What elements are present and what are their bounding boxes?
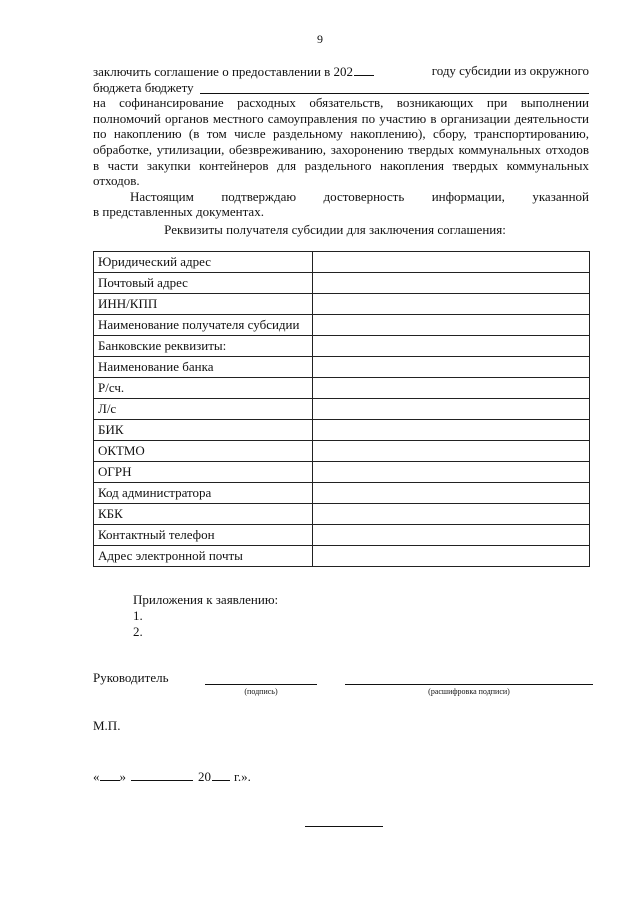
table-row: [94, 336, 590, 357]
year-prefix: 20: [198, 769, 211, 784]
signature-decode-line[interactable]: [345, 684, 593, 685]
table-row: [94, 525, 590, 546]
year-blank[interactable]: [212, 768, 230, 781]
row-value[interactable]: [313, 378, 590, 399]
row-label: Л/с: [94, 399, 313, 420]
row-label: КБК: [94, 504, 313, 525]
confirm-word: информации,: [431, 188, 505, 204]
requisites-table: [93, 251, 590, 567]
row-value[interactable]: [313, 399, 590, 420]
page-number: 9: [317, 32, 323, 46]
table-row: [94, 546, 590, 567]
row-value[interactable]: [313, 336, 590, 357]
row-value[interactable]: [313, 546, 590, 567]
separator-line: [305, 826, 383, 827]
row-label: ИНН/КПП: [94, 294, 313, 315]
purpose-paragraph: на софинансирование расходных обязательств, возникающих при выполнении полномочий органов местного самоуправления по участию в организации деятельности по накоплению (в том числе раздельному накоплению), сбору, транспортированию, обработке, утилизации, обезвреживанию, захоронению твердых коммунальных отходов в части закупки контейнеров для раздельного накопления твердых коммунальных отходов.: [93, 95, 589, 189]
signature-decode-caption: (расшифровка подписи): [428, 687, 510, 696]
table-row: [94, 441, 590, 462]
confirm-word: указанной: [532, 188, 589, 204]
row-value[interactable]: [313, 252, 590, 273]
row-label: ОКТМО: [94, 441, 313, 462]
stamp-label: М.П.: [93, 718, 121, 733]
row-label: Контактный телефон: [94, 525, 313, 546]
table-row: [94, 378, 590, 399]
row-value[interactable]: [313, 273, 590, 294]
attachment-item[interactable]: 2.: [133, 624, 143, 639]
date-suffix: г.».: [234, 769, 251, 784]
confirm-word: достоверность: [323, 188, 405, 204]
table-row: [94, 252, 590, 273]
table-row: [94, 294, 590, 315]
row-value[interactable]: [313, 462, 590, 483]
attachment-item[interactable]: 1.: [133, 608, 143, 623]
budget-blank[interactable]: [200, 80, 589, 94]
table-row: [94, 273, 590, 294]
day-blank[interactable]: [100, 768, 120, 781]
signer-role: Руководитель: [93, 670, 169, 685]
row-label: БИК: [94, 420, 313, 441]
row-label: Адрес электронной почты: [94, 546, 313, 567]
table-row: [94, 315, 590, 336]
row-label: Банковские реквизиты:: [94, 336, 313, 357]
table-row: [94, 420, 590, 441]
row-value[interactable]: [313, 294, 590, 315]
intro-text-start: заключить соглашение о предоставлении в 202: [93, 64, 354, 79]
date-row: [93, 768, 251, 785]
year-blank[interactable]: [354, 63, 374, 76]
row-value[interactable]: [313, 357, 590, 378]
row-label: Наименование получателя субсидии: [94, 315, 313, 336]
attachments-block: [133, 592, 278, 640]
row-value[interactable]: [313, 525, 590, 546]
date-close-quote: »: [119, 769, 126, 784]
details-title: Реквизиты получателя субсидии для заключения соглашения:: [164, 222, 506, 237]
confirm-word: Настоящим: [130, 188, 194, 204]
table-row: [94, 504, 590, 525]
row-label: Почтовый адрес: [94, 273, 313, 294]
budget-label: бюджета бюджету: [93, 79, 194, 95]
row-value[interactable]: [313, 420, 590, 441]
row-value[interactable]: [313, 483, 590, 504]
table-row: [94, 462, 590, 483]
signature-line[interactable]: [205, 684, 317, 685]
row-value[interactable]: [313, 315, 590, 336]
month-blank[interactable]: [131, 768, 193, 781]
table-row: [94, 483, 590, 504]
table-row: [94, 399, 590, 420]
confirm-line-2: в представленных документах.: [93, 204, 264, 220]
confirm-line-1: [93, 189, 589, 205]
row-label: Код администратора: [94, 483, 313, 504]
table-row: [94, 357, 590, 378]
row-value[interactable]: [313, 441, 590, 462]
row-label: Юридический адрес: [94, 252, 313, 273]
attachments-title: Приложения к заявлению:: [133, 592, 279, 607]
row-value[interactable]: [313, 504, 590, 525]
signature-caption: (подпись): [244, 687, 278, 696]
intro-text-end: году субсидии из окружного: [431, 63, 589, 78]
signature-block: [93, 670, 593, 700]
row-label: ОГРН: [94, 462, 313, 483]
row-label: Наименование банка: [94, 357, 313, 378]
intro-line-1: [93, 63, 589, 80]
row-label: Р/сч.: [94, 378, 313, 399]
date-open-quote: «: [93, 769, 100, 784]
confirm-word: подтверждаю: [221, 188, 297, 204]
intro-line-2: [93, 80, 589, 96]
intro-text: [93, 63, 589, 220]
